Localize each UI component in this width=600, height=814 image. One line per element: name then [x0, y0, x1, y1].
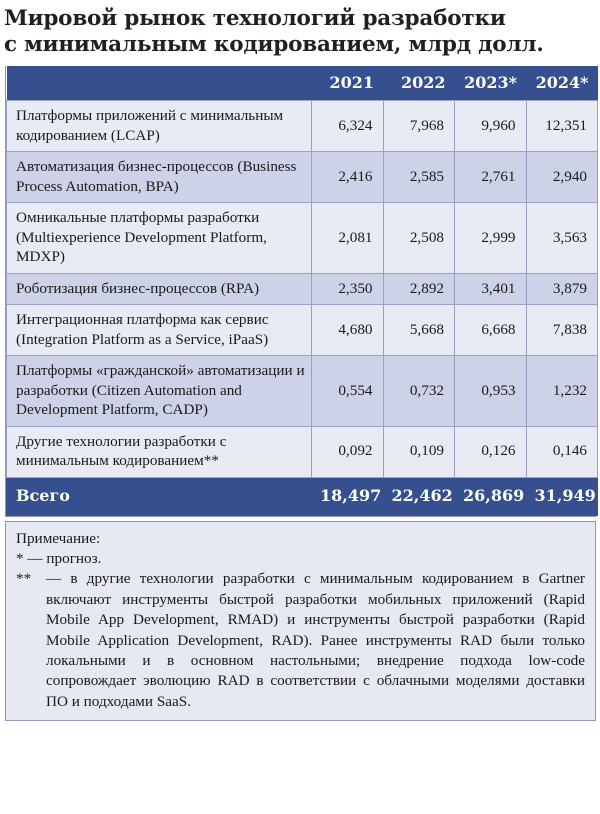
- table-row: [7, 305, 598, 356]
- cell-2023: 6,668: [455, 305, 527, 356]
- cell-2024: 1,232: [526, 356, 598, 427]
- table-row: [7, 356, 598, 427]
- note-other-technologies: [16, 569, 585, 712]
- total-2023: 26,869: [455, 477, 527, 515]
- low-code-market-table: [6, 66, 598, 516]
- cell-2023: 0,953: [455, 356, 527, 427]
- column-header-2022: 2022: [383, 66, 455, 101]
- table-row: [7, 273, 598, 305]
- notes-heading: Примечание:: [16, 529, 101, 547]
- cell-2022: 0,109: [383, 426, 455, 477]
- table-row: [7, 203, 598, 274]
- cell-2024: 3,563: [526, 203, 598, 274]
- cell-2022: 5,668: [383, 305, 455, 356]
- cell-2021: 6,324: [312, 101, 384, 152]
- row-label: Платформы приложений с минимальным кодированием (LCAP): [7, 101, 312, 152]
- row-label: Платформы «гражданской» автоматизации и разработки (Citizen Automation and Development Platform, CADP): [7, 356, 312, 427]
- cell-2022: 2,892: [383, 273, 455, 305]
- cell-2021: 0,092: [312, 426, 384, 477]
- column-header-2023: 2023*: [455, 66, 527, 101]
- total-2024: 31,949: [526, 477, 598, 515]
- note-forecast: * — прогноз.: [16, 549, 102, 567]
- cell-2021: 2,350: [312, 273, 384, 305]
- table-row: [7, 101, 598, 152]
- column-header-2021: 2021: [312, 66, 384, 101]
- row-label: Автоматизация бизнес-процессов (Business Process Automation, BPA): [7, 152, 312, 203]
- cell-2023: 2,999: [455, 203, 527, 274]
- table-body: [7, 101, 598, 516]
- note-text: — в другие технологии разработки с минимальным кодированием в Gartner включают инструменты быстрой разработки мобильных приложений (Rapid Mobile App Development, RMAD) и инструменты быстрой разработки (Rapid Mobile Application Development, RAD). Ранее инструменты RAD были только локальными и в основном настольными; внедрение подхода low-code сопровождает эволюцию RAD в соответствии с облачными моделями доставки ПО и подходами SaaS.: [46, 570, 585, 710]
- page-title-line-1: Мировой рынок технологий разработки: [4, 6, 506, 31]
- table-row: [7, 152, 598, 203]
- data-table-container: [5, 66, 596, 517]
- column-header-category: [7, 66, 312, 101]
- page-bottom-edge: [0, 721, 600, 727]
- table-total-row: [7, 477, 598, 515]
- cell-2024: 2,940: [526, 152, 598, 203]
- column-header-2024: 2024*: [526, 66, 598, 101]
- cell-2021: 2,081: [312, 203, 384, 274]
- cell-2021: 4,680: [312, 305, 384, 356]
- cell-2022: 2,508: [383, 203, 455, 274]
- table-header-row: [7, 66, 598, 101]
- cell-2024: 12,351: [526, 101, 598, 152]
- table-row: [7, 426, 598, 477]
- page-title-line-2: с минимальным кодированием, млрд долл.: [4, 32, 544, 57]
- total-2022: 22,462: [383, 477, 455, 515]
- row-label: Интеграционная платформа как сервис (Integration Platform as a Service, iPaaS): [7, 305, 312, 356]
- cell-2022: 2,585: [383, 152, 455, 203]
- cell-2022: 7,968: [383, 101, 455, 152]
- cell-2021: 0,554: [312, 356, 384, 427]
- cell-2022: 0,732: [383, 356, 455, 427]
- row-label: Омникальные платформы разработки (Multiexperience Development Platform, MDXP): [7, 203, 312, 274]
- table-header: [7, 66, 598, 101]
- cell-2023: 2,761: [455, 152, 527, 203]
- total-label: Всего: [7, 477, 312, 515]
- page-title: [0, 0, 600, 58]
- row-label: Роботизация бизнес-процессов (RPA): [7, 273, 312, 305]
- cell-2023: 3,401: [455, 273, 527, 305]
- table-notes: [5, 521, 596, 722]
- cell-2021: 2,416: [312, 152, 384, 203]
- cell-2023: 0,126: [455, 426, 527, 477]
- cell-2024: 7,838: [526, 305, 598, 356]
- row-label: Другие технологии разработки с минимальным кодированием**: [7, 426, 312, 477]
- note-marker-double-asterisk: **: [16, 570, 32, 588]
- cell-2024: 0,146: [526, 426, 598, 477]
- total-2021: 18,497: [312, 477, 384, 515]
- cell-2024: 3,879: [526, 273, 598, 305]
- cell-2023: 9,960: [455, 101, 527, 152]
